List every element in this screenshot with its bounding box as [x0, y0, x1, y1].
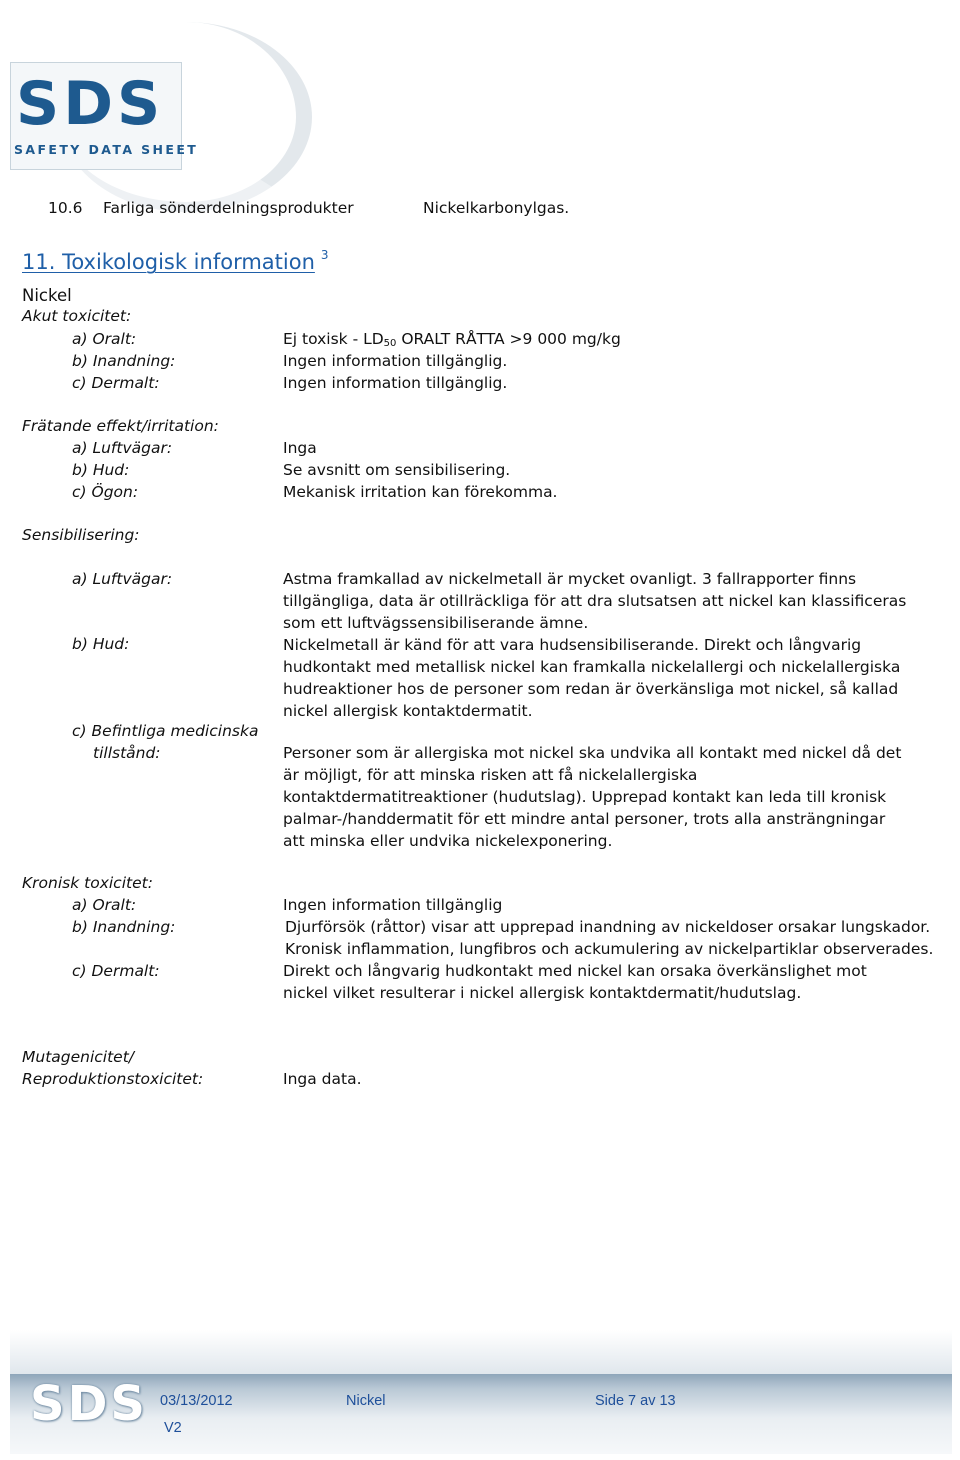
acute-heading: Akut toxicitet: — [22, 307, 132, 325]
sensitization-skin-value: Nickelmetall är känd för att vara hudsensibiliserande. Direkt och långvarig hudkontakt med metallisk nickel kan framkalla nickelallergi och nickelallergiska hudreaktioner hos de personer som redan är överkänsliga mot nickel, så kallad nickel allergisk kontaktdermatit. — [283, 636, 901, 720]
section-heading — [22, 248, 329, 274]
sensitization-conditions-label-1: c) Befintliga medicinska — [72, 722, 259, 740]
mutagenicity-label-2: Reproduktionstoxicitet: — [22, 1070, 204, 1088]
sensitization-skin-label: b) Hud: — [72, 635, 130, 653]
prev-item-number: 10.6 — [48, 199, 83, 217]
chronic-inhalation-value-2: Kronisk inflammation, lungfibros och ackumulering av nickelpartiklar observerades. — [285, 940, 934, 958]
mutagenicity-value: Inga data. — [283, 1070, 362, 1088]
corrosive-airways-label: a) Luftvägar: — [72, 439, 173, 457]
footer-bar — [10, 1374, 952, 1454]
chronic-oral-value: Ingen information tillgänglig — [283, 896, 503, 914]
mutagenicity-label-1: Mutagenicitet/ — [22, 1048, 135, 1066]
chronic-inhalation-label: b) Inandning: — [72, 918, 176, 936]
substance-name: Nickel — [22, 286, 72, 305]
prev-item-value: Nickelkarbonylgas. — [423, 199, 570, 217]
sensitization-airways-label: a) Luftvägar: — [72, 570, 173, 588]
footer-version: V2 — [164, 1420, 182, 1436]
footer-date: 03/13/2012 — [160, 1393, 233, 1409]
section-footnote: 3 — [320, 248, 329, 262]
acute-oral-value: Ej toxisk - $LD_{50}$ ORALT RÅTTA >9 000 mg/kg — [283, 330, 621, 349]
corrosive-heading: Frätande effekt/irritation: — [22, 417, 219, 435]
sds-logo: SDS — [16, 69, 165, 139]
corrosive-skin-value: Se avsnitt om sensibilisering. — [283, 461, 511, 479]
chronic-dermal-label: c) Dermalt: — [72, 962, 160, 980]
acute-dermal-value: Ingen information tillgänglig. — [283, 374, 508, 392]
sensitization-conditions-label-2: tillstånd: — [93, 744, 161, 762]
chronic-inhalation-value-1: Djurförsök (råttor) visar att upprepad inandning av nickeldoser orsakar lungskador. — [285, 918, 931, 936]
chronic-heading: Kronisk toxicitet: — [22, 874, 153, 892]
acute-oral-label: a) Oralt: — [72, 330, 137, 348]
sensitization-heading: Sensibilisering: — [22, 526, 140, 544]
sds-logo-tagline: SAFETY DATA SHEET — [14, 142, 199, 157]
prev-item-label: Farliga sönderdelningsprodukter — [103, 199, 354, 217]
corrosive-skin-label: b) Hud: — [72, 461, 130, 479]
footer-fade — [10, 1330, 952, 1376]
footer-sds-logo: SDS — [30, 1376, 148, 1432]
acute-inhalation-label: b) Inandning: — [72, 352, 176, 370]
footer-page-number: Side 7 av 13 — [595, 1393, 676, 1409]
section-title: 11. Toxikologisk information — [22, 250, 315, 274]
corrosive-airways-value: Inga — [283, 439, 317, 457]
corrosive-eyes-label: c) Ögon: — [72, 483, 139, 501]
corrosive-eyes-value: Mekanisk irritation kan förekomma. — [283, 483, 558, 501]
sensitization-airways-value: Astma framkallad av nickelmetall är mycket ovanligt. 3 fallrapporter finns tillgängliga, data är otillräckliga för att dra slutsatsen att nickel kan klassificeras som ett luftvägssensibiliserande ämne. — [283, 570, 907, 632]
footer-product: Nickel — [346, 1393, 386, 1409]
chronic-oral-label: a) Oralt: — [72, 896, 137, 914]
sensitization-conditions-value: Personer som är allergiska mot nickel ska undvika all kontakt med nickel då det är möjligt, för att minska risken att få nickelallergiska kontaktdermatitreaktioner (hudutslag). Upprepad kontakt kan leda till kronisk palmar-/handdermatit för ett mindre antal personer, trots alla ansträngningar att minska eller undvika nickelexponering. — [283, 744, 902, 850]
acute-inhalation-value: Ingen information tillgänglig. — [283, 352, 508, 370]
chronic-dermal-value: Direkt och långvarig hudkontakt med nickel kan orsaka överkänslighet mot nickel vilket resulterar i nickel allergisk kontaktdermatit/hudutslag. — [283, 962, 867, 1002]
acute-dermal-label: c) Dermalt: — [72, 374, 160, 392]
